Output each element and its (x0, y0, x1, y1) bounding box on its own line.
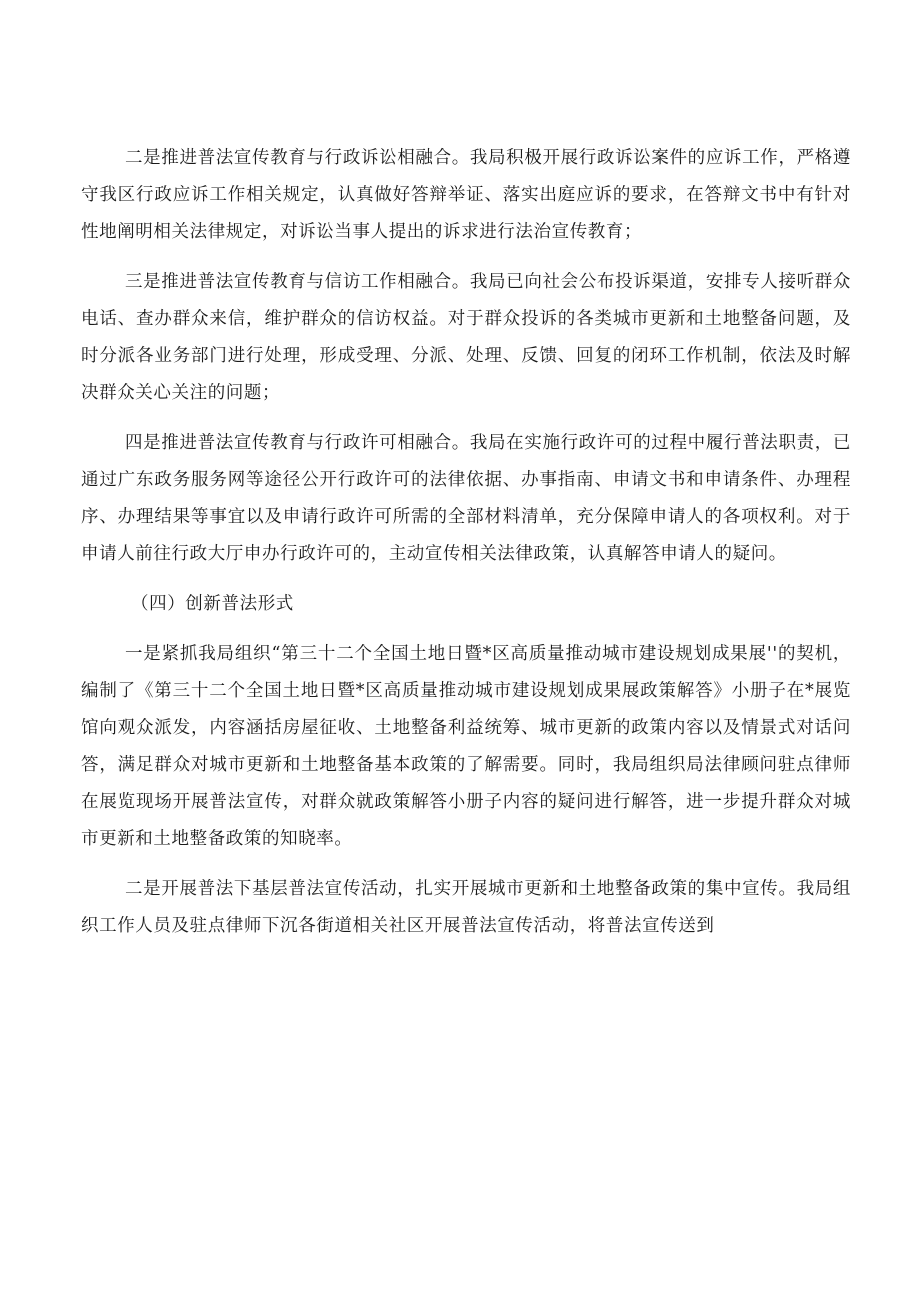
document-body (81, 140, 851, 945)
paragraph-petition-work: 三是推进普法宣传教育与信访工作相融合。我局已向社会公布投诉渠道，安排专人接听群众电话、查办群众来信，维护群众的信访权益。对于群众投诉的各类城市更新和土地整备问题，及时分派各业务部门进行处理，形成受理、分派、处理、反馈、回复的闭环工作机制，依法及时解决群众关心关注的问题； (81, 272, 851, 403)
section-heading: （四）创新普法形式 (131, 594, 294, 614)
paragraph-administrative-licensing: 四是推进普法宣传教育与行政许可相融合。我局在实施行政许可的过程中履行普法职责，已通过广东政务服务网等途径公开行政许可的法律依据、办事指南、申请文书和申请条件、办理程序、办理结果等事宜以及申请行政许可所需的全部材料清单，充分保障申请人的各项权利。对于申请人前往行政大厅申办行政许可的，主动宣传相关法律政策，认真解答申请人的疑问。 (81, 433, 851, 564)
paragraph-grassroots-campaign: 二是开展普法下基层普法宣传活动，扎实开展城市更新和土地整备政策的集中宣传。我局组织工作人员及驻点律师下沉各街道相关社区开展普法宣传活动，将普法宣传送到 (81, 879, 851, 936)
paragraph-administrative-litigation: 二是推进普法宣传教育与行政诉讼相融合。我局积极开展行政诉讼案件的应诉工作，严格遵守我区行政应诉工作相关规定，认真做好答辩举证、落实出庭应诉的要求，在答辩文书中有针对性地阐明相关法律规定，对诉讼当事人提出的诉求进行法治宣传教育； (81, 148, 851, 242)
paragraph-land-day-exhibition: 一是紧抓我局组织“第三十二个全国土地日暨*区高质量推动城市建设规划成果展''的契机，编制了《第三十二个全国土地日暨*区高质量推动城市建设规划成果展政策解答》小册子在*展览馆向观众派发，内容涵括房屋征收、土地整备利益统筹、城市更新的政策内容以及情景式对话问答，满足群众对城市更新和土地整备基本政策的了解需要。同时，我局组织局法律顾问驻点律师在展览现场开展普法宣传，对群众就政策解答小册子内容的疑问进行解答，进一步提升群众对城市更新和土地整备政策的知晓率。 (81, 644, 851, 849)
